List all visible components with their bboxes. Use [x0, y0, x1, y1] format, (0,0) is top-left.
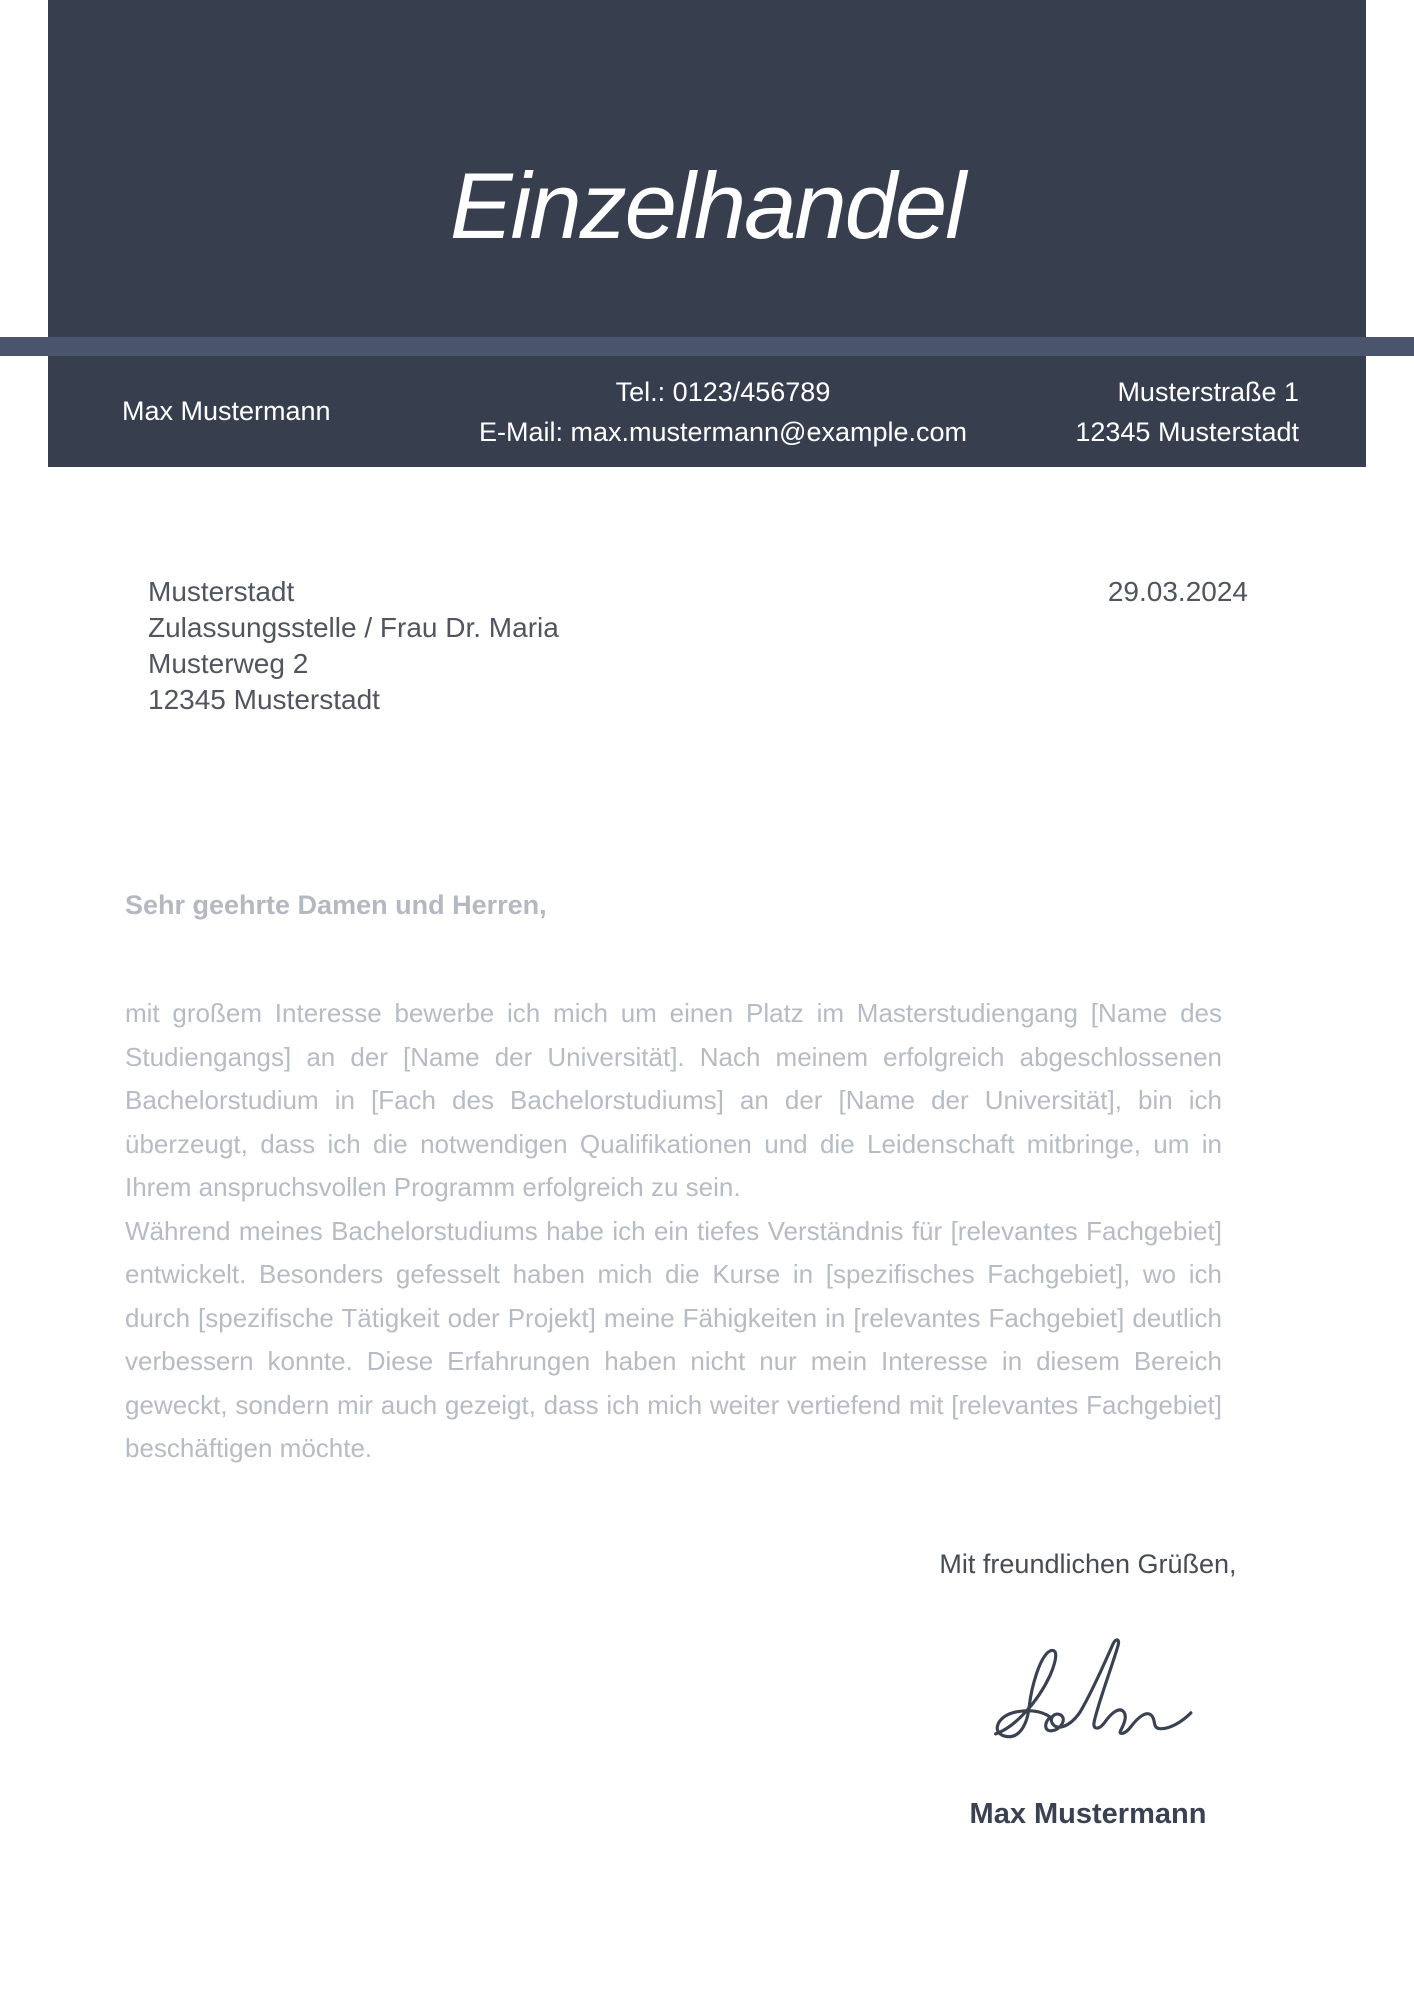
sender-city: 12345 Musterstadt: [1075, 417, 1299, 447]
header-banner: [48, 0, 1366, 337]
letter-body: [125, 992, 1222, 1471]
phone-number: Tel.: 0123/456789: [615, 377, 831, 407]
sender-street: Musterstraße 1: [1117, 377, 1299, 407]
sender-name-label: Max Mustermann: [122, 396, 331, 426]
document-title: Einzelhandel: [449, 153, 965, 258]
sender-address-column: [1075, 372, 1299, 452]
sender-signature-name: Max Mustermann: [969, 1798, 1207, 1830]
letter-date: 29.03.2024: [1107, 576, 1248, 607]
recipient-line: Zulassungsstelle / Frau Dr. Maria: [148, 612, 559, 643]
salutation: Sehr geehrte Damen und Herren,: [125, 890, 547, 920]
body-paragraph: Während meines Bachelorstudiums habe ich ein tiefes Verständnis für [relevantes Fachgebiet] entwickelt. Besonders gefesselt haben mich die Kurse in [spezifisches Fachgebiet], wo ich durch [spezifische Tätigkeit oder Projekt] meine Fähigkeiten in [relevantes Fachgebiet] deutlich verbessern konnte. Diese Erfahrungen haben nicht nur mein Interesse in diesem Bereich geweckt, sondern mir auch gezeigt, dass ich mich weiter vertiefend mit [relevantes Fachgebiet] beschäftigen möchte.: [125, 1215, 1222, 1463]
email-address: E-Mail: max.mustermann@example.com: [478, 417, 968, 447]
recipient-line: 12345 Musterstadt: [148, 684, 380, 715]
recipient-line: Musterweg 2: [148, 648, 309, 679]
body-paragraph: mit großem Interesse bewerbe ich mich um einen Platz im Masterstudiengang [Name des Studiengangs] an der [Name der Universität]. Nach meinem erfolgreich abgeschlossenen Bachelorstudium in [Fach des Bachelorstudiums] an der [Name der Universität], bin ich überzeugt, dass ich die notwendigen Qualifikationen und die Leidenschaft mitbringe, um in Ihrem anspruchsvollen Programm erfolgreich zu sein.: [125, 998, 1222, 1202]
contact-bar: [48, 356, 1366, 467]
signoff-block: [918, 1547, 1258, 1831]
signature-graphic: [983, 1634, 1193, 1756]
closing-phrase: Mit freundlichen Grüßen,: [939, 1549, 1237, 1579]
recipient-line: Musterstadt: [148, 576, 295, 607]
accent-band: [0, 337, 1414, 356]
recipient-address: [148, 574, 559, 718]
